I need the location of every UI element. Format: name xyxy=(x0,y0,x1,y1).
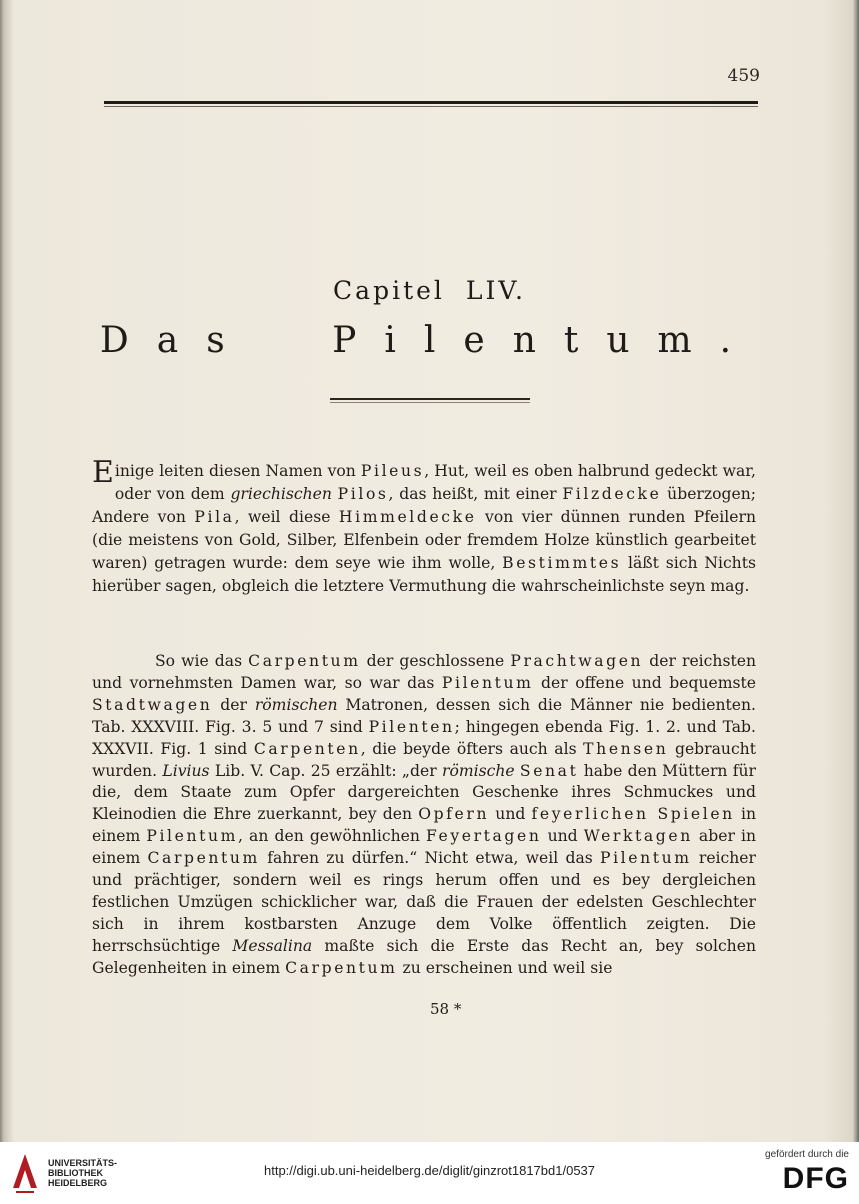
italic-term: Livius xyxy=(162,761,210,780)
text-run: gebraucht wurden. xyxy=(92,739,756,780)
italic-term: griechischen xyxy=(230,484,332,503)
spaced-term: Pilentum xyxy=(146,827,239,846)
text-run: überzogen; Andere von xyxy=(92,484,756,526)
paragraph-2 xyxy=(92,651,756,980)
text-run: der offene und bequemste xyxy=(533,673,757,692)
spaced-term: Pilenten xyxy=(368,717,455,736)
page-number: 459 xyxy=(727,66,760,86)
text-run: in einem xyxy=(92,805,757,846)
spaced-term: Carpentum xyxy=(248,652,361,670)
title-rule xyxy=(330,398,530,400)
spaced-term: Pileus xyxy=(360,462,425,480)
spaced-term: Pilentum xyxy=(441,673,534,692)
text-run: läßt sich Nichts hierüber sagen, obgleich die letztere Vermuthung die wahrscheinlichste seyn mag. xyxy=(92,553,756,595)
paragraph-1 xyxy=(92,455,756,597)
spaced-term: Bestimmtes xyxy=(502,553,622,572)
text-run: inige leiten diesen Namen von xyxy=(114,462,361,480)
institution-line-3: HEIDELBERG xyxy=(48,1178,108,1188)
text-run: der xyxy=(212,695,255,714)
spaced-term: Thensen xyxy=(583,739,669,758)
text-run: , weil diese xyxy=(234,507,339,526)
header-rule xyxy=(104,101,758,104)
page-edge-shadow xyxy=(853,0,859,1142)
text-run: Matronen, dessen sich die Männer nie bedienten. Tab. XXXVIII. Fig. 3. 5 und 7 sind xyxy=(92,695,756,736)
text-run: habe den Müttern für die, dem Staate zum Opfer dargereichten Geschenke ihres Schmuckes und Kleinodien die Ehre zuerkannt, bey den xyxy=(92,761,757,824)
text-run: reicher und prächtiger, sondern weil es rings herum offen und es bey dergleichen festlichen Umzügen schicklicher war, daß die Frauen der edelsten Geschlechter sich in ihrem kostbarsten Anzuge dem Volke öffentlich zeigten. Die herrschsüchtige xyxy=(92,849,756,955)
dfg-logo: DFG xyxy=(782,1162,849,1195)
chapter-heading: Capitel LIV. xyxy=(333,276,526,305)
text-run: , Hut, weil es oben halbrund gedeckt war, oder von dem xyxy=(114,462,756,503)
text-run: der geschlossene xyxy=(360,652,511,670)
title-rule-thin xyxy=(330,402,530,403)
text-run: und xyxy=(489,805,532,824)
funding-note: gefördert durch die xyxy=(765,1149,849,1160)
chapter-title: Das Pilentum. xyxy=(99,320,760,361)
spaced-term: Carpentum xyxy=(285,958,398,977)
text-run: ; hingegen ebenda Fig. 1. 2. und Tab. XXXVII. Fig. 1 sind xyxy=(92,717,756,758)
institution-line-1: UNIVERSITÄTS- xyxy=(48,1158,118,1168)
text-run: der reichsten und vornehmsten Damen war, so war das xyxy=(92,652,756,692)
text-run: fahren zu dürfen.“ Nicht etwa, weil das xyxy=(259,849,600,868)
permalink-url[interactable]: http://digi.ub.uni-heidelberg.de/diglit/ginzrot1817bd1/0537 xyxy=(263,1163,596,1178)
spaced-term: Stadtwagen xyxy=(92,695,213,714)
text-run: und xyxy=(541,827,584,846)
spaced-term: Werktagen xyxy=(583,827,693,846)
italic-term: Messalina xyxy=(232,936,313,955)
text-run: von vier dünnen runden Pfeilern (die meistens von Gold, Silber, Elfenbein oder fremdem Holze künstlich gearbeitet waren) getragen wurde: dem seye wie ihm wolle, xyxy=(92,507,756,572)
spaced-term: Prachtwagen xyxy=(510,652,644,670)
text-run: aber in einem xyxy=(92,827,757,868)
text-run: maßte sich die Erste das Recht an, bey solchen Gelegenheiten in einem xyxy=(92,936,756,977)
spaced-term: Opfern xyxy=(418,805,490,824)
spaced-term: Feyertagen xyxy=(425,827,542,846)
drop-cap: E xyxy=(92,455,114,490)
spaced-term: Pilentum xyxy=(599,849,692,868)
printer-signature: 58 * xyxy=(430,1000,462,1018)
spaced-term: Carpenten xyxy=(253,739,361,758)
header-rule-thin xyxy=(104,106,758,107)
text-run: So wie das xyxy=(155,652,249,670)
spaced-term: Filzdecke xyxy=(562,484,662,503)
text-run: Lib. V. Cap. 25 erzählt: „der xyxy=(209,761,442,780)
spaced-term: Carpentum xyxy=(147,849,260,868)
text-run: , das heißt, mit einer xyxy=(388,484,563,503)
spaced-term: Pila xyxy=(194,507,235,526)
institution-line-2: BIBLIOTHEK xyxy=(48,1168,103,1178)
spaced-term: Himmeldecke xyxy=(338,507,477,526)
spaced-term: Senat xyxy=(519,761,579,780)
italic-term: römischen xyxy=(254,695,338,714)
spaced-term: feyerlichen Spielen xyxy=(531,805,735,824)
text-run: , an den gewöhnlichen xyxy=(238,827,426,846)
italic-term: römische xyxy=(441,761,515,780)
viewer-footer xyxy=(0,1142,859,1204)
text-run: , die beyde öfters auch als xyxy=(360,739,584,758)
spaced-term: Pilos xyxy=(337,484,389,503)
text-run: zu erscheinen und weil sie xyxy=(397,958,613,977)
